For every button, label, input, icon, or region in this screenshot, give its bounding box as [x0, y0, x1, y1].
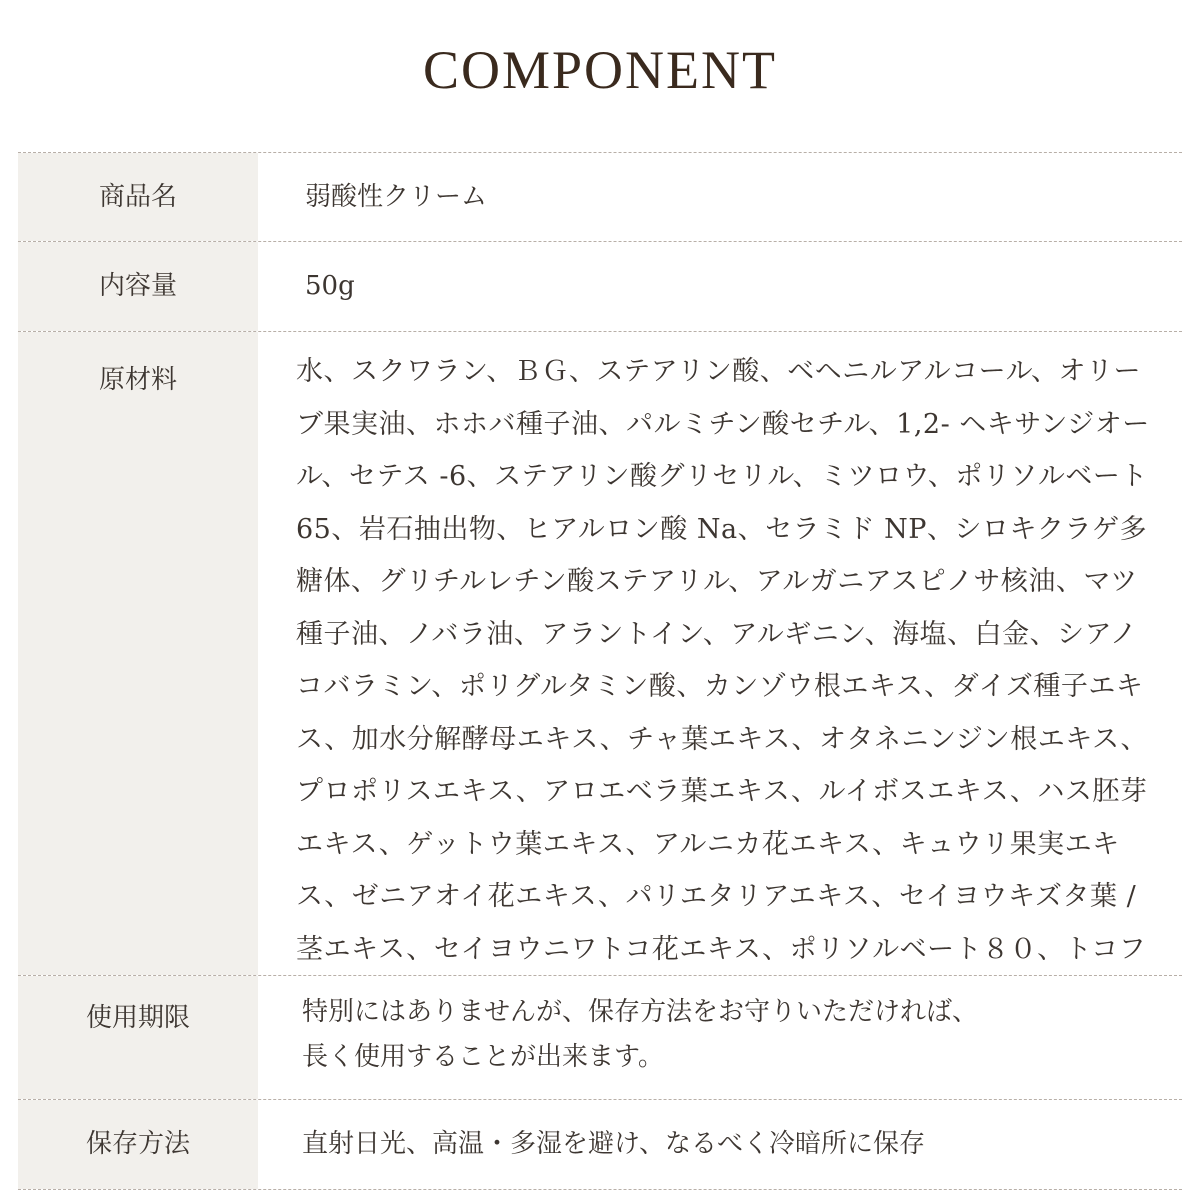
row-value: 特別にはありませんが、保存方法をお守りいただければ、 長く使用することが出来ます。 [302, 997, 979, 1072]
page-title: COMPONENT [422, 40, 778, 100]
row-label: 内容量 [18, 242, 258, 331]
table-row-storage [18, 1100, 1182, 1190]
row-value: 50g [305, 271, 355, 301]
table-row-ingredients [18, 332, 1182, 976]
row-label: 原材料 [18, 332, 258, 975]
row-label: 商品名 [18, 153, 258, 241]
table-row-expiry [18, 976, 1182, 1100]
table-row-product-name [18, 153, 1182, 242]
table-row-volume [18, 242, 1182, 332]
component-table [18, 152, 1182, 1190]
row-value: 直射日光、高温・多湿を避け、なるべく冷暗所に保存 [302, 1129, 925, 1159]
row-value: 水、スクワラン、ＢＧ、ステアリン酸、ベヘニルアルコール、オリーブ果実油、ホホバ種子油、パルミチン酸セチル、1,2- ヘキサンジオール、セテス -6、ステアリン酸グリセリル、ミツロウ、ポリソルベート 65、岩石抽出物、ヒアルロン酸 Na、セラミド NP、シロキクラゲ多糖体、グリチルレチン酸ステアリル、アルガニアスピノサ核油、マツ種子油、ノバラ油、アラントイン、アルギニン、海塩、白金、シアノコバラミン、ポリグルタミン酸、カンゾウ根エキス、ダイズ種子エキス、加水分解酵母エキス、チャ葉エキス、オタネニンジン根エキス、プロポリスエキス、アロエベラ葉エキス、ルイボスエキス、ハス胚芽エキス、ゲットウ葉エキス、アルニカ花エキス、キュウリ果実エキス、ゼニアオイ花エキス、パリエタリアエキス、セイヨウキズタ葉 / 茎エキス、セイヨウニワトコ花エキス、ポリソルベート８０、トコフ [296, 356, 1150, 965]
row-label: 保存方法 [18, 1100, 258, 1189]
row-label: 使用期限 [18, 976, 258, 1099]
row-value: 弱酸性クリーム [305, 182, 488, 212]
